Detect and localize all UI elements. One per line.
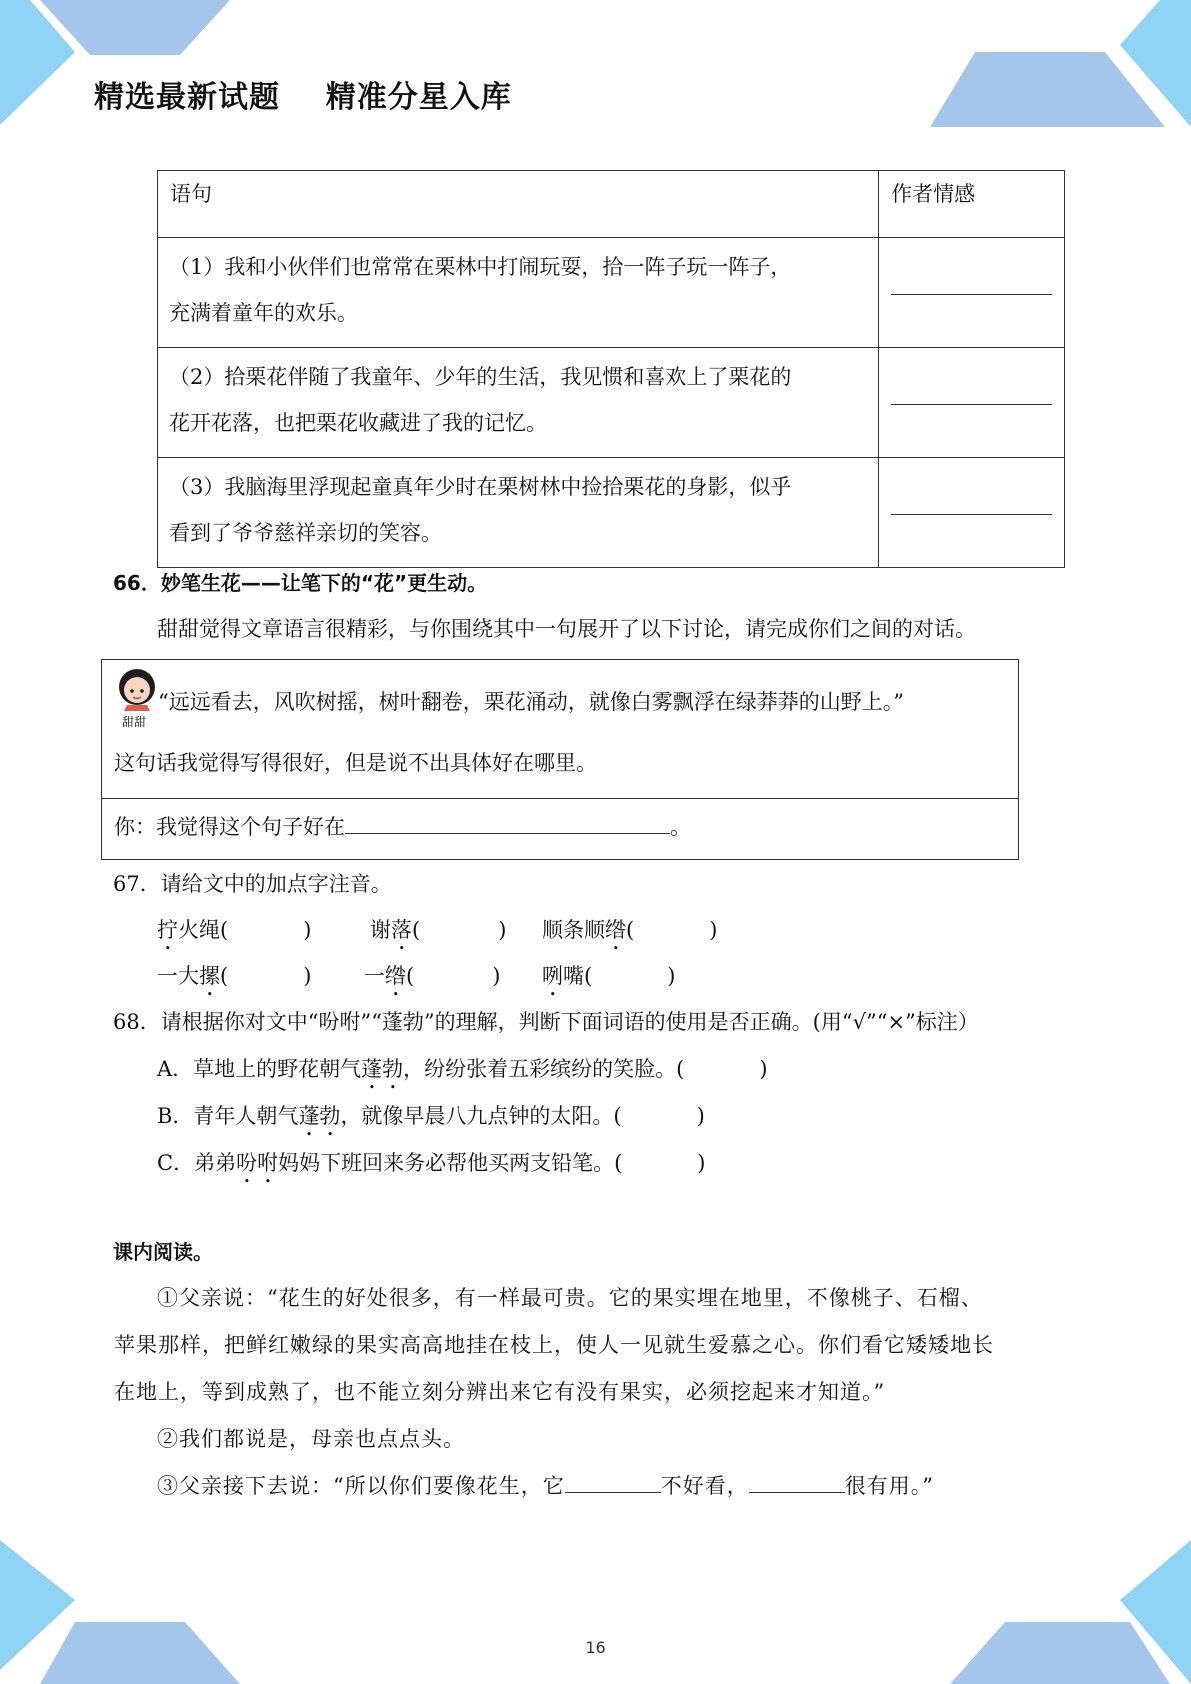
- pinyin-word: 谢: [370, 918, 391, 942]
- table-row: [158, 348, 1065, 458]
- reading-text: ③父亲接下去说：“所以你们要像花生，它: [157, 1474, 565, 1498]
- dotted-character: 摞: [199, 964, 220, 988]
- reading-text: 很有用。”: [844, 1474, 934, 1498]
- bottom-right-decoration: [950, 1540, 1191, 1684]
- dialog-comment: 这句话我觉得写得很好，但是说不出具体好在哪里。: [114, 751, 597, 775]
- reading-paragraph-1-line-3: 在地上，等到成熟了，也不能立刻分辨出来它有没有果实，必须挖起来才知道。”: [114, 1380, 886, 1404]
- pinyin-close: ): [667, 964, 676, 988]
- pinyin-word: 一大: [157, 964, 199, 988]
- table-row: [158, 238, 1065, 348]
- pinyin-item: [542, 914, 717, 955]
- judge-close: ): [759, 1057, 768, 1081]
- reading-paragraph-2: ②我们都说是，母亲也点点头。: [157, 1427, 465, 1451]
- judge-close: ): [697, 1151, 706, 1175]
- pinyin-close: ): [709, 918, 718, 942]
- question-66-title: 66．妙笔生花——让笔下的“花”更生动。: [113, 571, 488, 595]
- column-header-emotion: 作者情感: [879, 171, 1065, 238]
- header-title: 精选最新试题 精准分星入库: [94, 80, 512, 115]
- question-68-title: 68．请根据你对文中“吩咐”“蓬勃”的理解，判断下面词语的使用是否正确。(用“√”“×”标注）: [113, 1010, 979, 1034]
- judge-text: 妈妈下班回来务必帮他买两支铅笔。(: [278, 1151, 623, 1175]
- dotted-word: 蓬勃: [361, 1057, 404, 1081]
- dotted-character: 落: [391, 918, 412, 942]
- emotion-answer-blank[interactable]: [891, 294, 1052, 295]
- reading-text: 不好看，: [660, 1474, 749, 1498]
- reading-paragraph-1-line-1: ①父亲说：“花生的好处很多，有一样最可贵。它的果实埋在地里，不像桃子、石榴、: [157, 1286, 983, 1310]
- dialog-answer-line: [114, 811, 691, 841]
- pinyin-close: ): [492, 964, 501, 988]
- pinyin-open: (: [220, 964, 229, 988]
- pinyin-open: (: [584, 964, 593, 988]
- pinyin-item: [370, 914, 506, 955]
- judge-text: A．草地上的野花朝气: [157, 1057, 362, 1081]
- dotted-word: 吩咐: [236, 1151, 279, 1175]
- pinyin-item: [364, 960, 500, 1001]
- answer-prefix: 你：我觉得这个句子好在: [114, 815, 345, 839]
- sentence-line: 看到了爷爷慈祥亲切的笑容。: [169, 521, 442, 545]
- dotted-character: 绺: [385, 964, 406, 988]
- dotted-word: 蓬勃: [298, 1104, 341, 1128]
- reading-blank[interactable]: [565, 1472, 661, 1493]
- bottom-left-decoration: [0, 1540, 240, 1684]
- answer-suffix: 。: [670, 815, 691, 839]
- reading-paragraph-1-line-2: 苹果那样，把鲜红嫩绿的果实高高地挂在枝上，使人一见就生爱慕之心。你们看它矮矮地长: [114, 1333, 994, 1357]
- pinyin-close: ): [303, 918, 312, 942]
- pinyin-word: 顺条顺: [542, 918, 605, 942]
- reading-title: 课内阅读。: [113, 1240, 213, 1264]
- question-67-title: 67．请给文中的加点字注音。: [113, 872, 392, 896]
- judge-text: ，纷纷张着五彩缤纷的笑脸。(: [403, 1057, 685, 1081]
- pinyin-open: (: [626, 918, 635, 942]
- emotion-answer-blank[interactable]: [891, 514, 1052, 515]
- column-header-sentence: 语句: [158, 171, 879, 238]
- pinyin-word: 嘴: [563, 964, 584, 988]
- table-row: [158, 458, 1065, 568]
- judge-item-c: [157, 1147, 705, 1188]
- judge-text: C．弟弟: [157, 1151, 237, 1175]
- judge-text: B．青年人朝气: [157, 1104, 299, 1128]
- dialog-quote: “远远看去，风吹树摇，树叶翻卷，栗花涌动，就像白雾飘浮在绿莽莽的山野上。”: [158, 690, 904, 714]
- judge-close: ): [696, 1104, 705, 1128]
- dotted-character: 咧: [542, 964, 563, 988]
- emotion-answer-blank[interactable]: [891, 404, 1052, 405]
- avatar-name: 甜甜: [122, 715, 147, 729]
- judge-item-b: [157, 1100, 705, 1141]
- dialog-divider: [102, 798, 1018, 799]
- pinyin-open: (: [406, 964, 415, 988]
- pinyin-item: [157, 914, 311, 955]
- judge-text: ，就像早晨八九点钟的太阳。(: [340, 1104, 622, 1128]
- sentence-line: （3）我脑海里浮现起童真年少时在栗树林中捡拾栗花的身影，似乎: [169, 475, 792, 499]
- pinyin-word: 火绳(: [178, 918, 229, 942]
- sentence-line: （1）我和小伙伴们也常常在栗林中打闹玩耍，拾一阵子玩一阵子，: [169, 255, 792, 279]
- pinyin-close: ): [498, 918, 507, 942]
- reading-blank[interactable]: [749, 1472, 845, 1493]
- sentence-line: 充满着童年的欢乐。: [169, 301, 358, 325]
- judge-item-a: [157, 1053, 768, 1094]
- pinyin-close: ): [303, 964, 312, 988]
- emotion-table: [157, 170, 1065, 568]
- sentence-line: （2）拾栗花伴随了我童年、少年的生活，我见惯和喜欢上了栗花的: [169, 365, 792, 389]
- pinyin-open: (: [412, 918, 421, 942]
- top-right-decoration: [930, 0, 1191, 130]
- page-number: 16: [585, 1638, 606, 1657]
- dotted-character: 拧: [157, 918, 178, 942]
- question-66-intro: 甜甜觉得文章语言很精彩，与你围绕其中一句展开了以下讨论，请完成你们之间的对话。: [157, 617, 976, 641]
- pinyin-word: 一: [364, 964, 385, 988]
- dotted-character: 绺: [605, 918, 626, 942]
- table-header-row: [158, 171, 1065, 238]
- pinyin-item: [542, 960, 675, 1001]
- answer-blank[interactable]: [345, 813, 670, 834]
- reading-paragraph-3: [157, 1470, 934, 1500]
- sentence-line: 花开花落，也把栗花收藏进了我的记忆。: [169, 411, 547, 435]
- pinyin-item: [157, 960, 311, 1001]
